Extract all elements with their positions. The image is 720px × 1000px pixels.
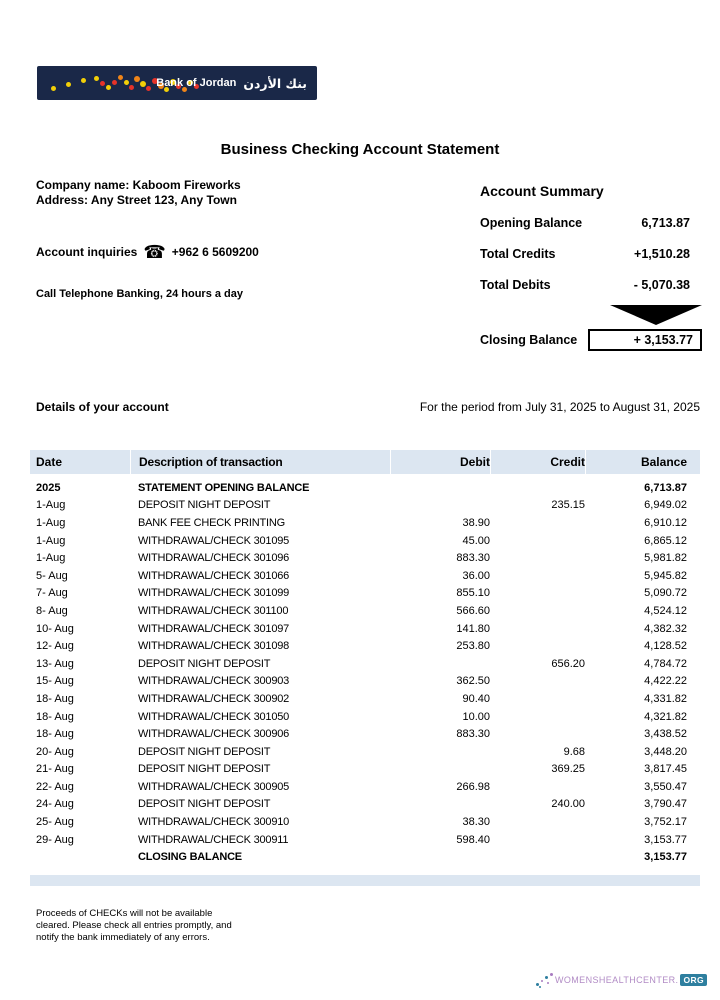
cell-date: 5- Aug — [36, 569, 68, 582]
opening-balance-value: 6,713.87 — [641, 216, 690, 230]
cell-balance: 6,865.12 — [644, 534, 687, 547]
cell-credit: 656.20 — [551, 657, 585, 670]
watermark-org-badge: ORG — [680, 974, 707, 986]
cell-debit: 883.30 — [456, 552, 490, 565]
cell-debit: 855.10 — [456, 587, 490, 600]
firework-dot — [100, 81, 105, 86]
firework-dot — [51, 86, 56, 91]
table-row — [30, 514, 700, 532]
cell-balance: 3,752.17 — [644, 816, 687, 829]
cell-credit: 369.25 — [551, 763, 585, 776]
cell-desc: WITHDRAWAL/CHECK 300903 — [138, 675, 290, 688]
site-watermark — [535, 971, 707, 988]
cell-date: 2025 — [36, 481, 61, 494]
account-summary-title: Account Summary — [480, 183, 604, 199]
total-debits-value: - 5,070.38 — [633, 278, 690, 292]
firework-dot — [140, 81, 146, 87]
table-footer-bar — [30, 875, 700, 886]
cell-desc: WITHDRAWAL/CHECK 301095 — [138, 534, 290, 547]
cell-balance: 4,524.12 — [644, 604, 687, 617]
cell-desc: WITHDRAWAL/CHECK 300910 — [138, 816, 290, 829]
bank-logo — [37, 66, 317, 100]
sparkle-dot — [550, 973, 553, 976]
firework-dot — [134, 76, 140, 82]
cell-date: 1-Aug — [36, 499, 66, 512]
cell-balance: 4,784.72 — [644, 657, 687, 670]
cell-date: 18- Aug — [36, 728, 74, 741]
cell-desc: DEPOSIT NIGHT DEPOSIT — [138, 798, 271, 811]
firework-dot — [66, 82, 71, 87]
table-row — [30, 708, 700, 726]
table-row — [30, 637, 700, 655]
firework-dot — [118, 75, 123, 80]
cell-desc: DEPOSIT NIGHT DEPOSIT — [138, 657, 271, 670]
phone-number: +962 6 5609200 — [171, 245, 259, 259]
footer-note-line: notify the bank immediately of any errors. — [36, 932, 210, 943]
table-row — [30, 831, 700, 849]
cell-debit: 38.90 — [462, 516, 490, 529]
cell-date: 20- Aug — [36, 745, 74, 758]
cell-debit: 10.00 — [462, 710, 490, 723]
cell-date: 24- Aug — [36, 798, 74, 811]
bank-name-arabic: بنك الأردن — [243, 75, 307, 91]
firework-dot — [112, 80, 117, 85]
statement-title: Business Checking Account Statement — [220, 141, 500, 158]
opening-balance-label: Opening Balance — [480, 216, 583, 230]
header-debit: Debit — [390, 450, 490, 474]
firework-dot — [146, 86, 151, 91]
cell-date: 29- Aug — [36, 833, 74, 846]
cell-desc: WITHDRAWAL/CHECK 300902 — [138, 692, 290, 705]
cell-date: 12- Aug — [36, 640, 74, 653]
opening-balance-row — [480, 216, 702, 231]
cell-desc: DEPOSIT NIGHT DEPOSIT — [138, 499, 271, 512]
watermark-text: WOMENSHEALTHCENTER. — [554, 974, 679, 985]
table-row — [30, 761, 700, 779]
details-heading: Details of your account — [36, 400, 169, 414]
cell-balance: 4,128.52 — [644, 640, 687, 653]
table-row — [30, 848, 700, 866]
total-credits-label: Total Credits — [480, 247, 556, 261]
cell-desc: DEPOSIT NIGHT DEPOSIT — [138, 745, 271, 758]
cell-credit: 235.15 — [551, 499, 585, 512]
footer-note-line: cleared. Please check all entries promptly, and — [36, 920, 232, 931]
cell-balance: 6,910.12 — [644, 516, 687, 529]
cell-desc: WITHDRAWAL/CHECK 301096 — [138, 552, 290, 565]
table-row — [30, 497, 700, 515]
cell-desc: WITHDRAWAL/CHECK 301098 — [138, 640, 290, 653]
cell-balance: 6,713.87 — [644, 481, 687, 494]
cell-desc: WITHDRAWAL/CHECK 300911 — [138, 833, 289, 846]
cell-date: 18- Aug — [36, 710, 74, 723]
cell-date: 1-Aug — [36, 534, 66, 547]
cell-credit: 9.68 — [563, 745, 585, 758]
cell-date: 21- Aug — [36, 763, 74, 776]
footer-note-line: Proceeds of CHECKs will not be available — [36, 908, 213, 919]
table-row — [30, 778, 700, 796]
header-balance: Balance — [585, 450, 700, 474]
cell-date: 1-Aug — [36, 516, 66, 529]
table-row — [30, 532, 700, 550]
table-header-row — [30, 450, 700, 474]
cell-balance: 3,790.47 — [644, 798, 687, 811]
table-row — [30, 479, 700, 497]
cell-date: 25- Aug — [36, 816, 74, 829]
cell-desc: WITHDRAWAL/CHECK 300906 — [138, 728, 290, 741]
cell-debit: 36.00 — [462, 569, 490, 582]
cell-debit: 90.40 — [462, 692, 490, 705]
cell-date: 15- Aug — [36, 675, 74, 688]
table-row — [30, 549, 700, 567]
cell-balance: 5,945.82 — [644, 569, 687, 582]
table-row — [30, 743, 700, 761]
cell-desc: DEPOSIT NIGHT DEPOSIT — [138, 763, 271, 776]
cell-date: 18- Aug — [36, 692, 74, 705]
firework-dot — [94, 76, 99, 81]
cell-debit: 566.60 — [456, 604, 490, 617]
cell-credit: 240.00 — [551, 798, 585, 811]
cell-balance: 3,153.77 — [644, 833, 687, 846]
cell-debit: 253.80 — [456, 640, 490, 653]
cell-date: 7- Aug — [36, 587, 68, 600]
total-debits-row — [480, 278, 702, 293]
cell-desc: WITHDRAWAL/CHECK 301097 — [138, 622, 290, 635]
table-row — [30, 673, 700, 691]
cell-date: 22- Aug — [36, 780, 74, 793]
table-row — [30, 725, 700, 743]
total-credits-row — [480, 247, 702, 262]
cell-balance: 4,422.22 — [644, 675, 687, 688]
cell-debit: 362.50 — [456, 675, 490, 688]
firework-dot — [106, 85, 111, 90]
cell-desc: BANK FEE CHECK PRINTING — [138, 516, 285, 529]
cell-balance: 4,331.82 — [644, 692, 687, 705]
firework-dot — [124, 80, 129, 85]
cell-balance: 3,448.20 — [644, 745, 687, 758]
cell-debit: 266.98 — [456, 780, 490, 793]
cell-debit: 141.80 — [456, 622, 490, 635]
cell-date: 10- Aug — [36, 622, 74, 635]
sparkle-dot — [539, 986, 541, 988]
cell-balance: 3,550.47 — [644, 780, 687, 793]
header-credit: Credit — [490, 450, 585, 474]
statement-period: For the period from July 31, 2025 to August 31, 2025 — [419, 400, 700, 414]
cell-balance: 3,438.52 — [644, 728, 687, 741]
cell-balance: 4,382.32 — [644, 622, 687, 635]
cell-date: 8- Aug — [36, 604, 68, 617]
table-row — [30, 620, 700, 638]
table-row — [30, 655, 700, 673]
bank-name-english: Bank of Jordan — [156, 77, 237, 89]
cell-balance: 3,817.45 — [644, 763, 687, 776]
cell-desc: WITHDRAWAL/CHECK 301100 — [138, 604, 289, 617]
transactions-table — [30, 450, 700, 866]
account-inquiries-label: Account inquiries — [36, 245, 138, 259]
table-row — [30, 813, 700, 831]
closing-balance-value: + 3,153.77 — [588, 329, 702, 351]
telephone-banking-line: Call Telephone Banking, 24 hours a day — [36, 288, 244, 300]
company-info — [36, 178, 241, 208]
header-description: Description of transaction — [130, 450, 390, 474]
closing-balance-row — [480, 329, 702, 351]
cell-balance: 3,153.77 — [644, 851, 687, 864]
cell-desc: STATEMENT OPENING BALANCE — [138, 481, 310, 494]
sparkle-dot — [545, 976, 548, 979]
table-row — [30, 690, 700, 708]
total-debits-label: Total Debits — [480, 278, 551, 292]
cell-balance: 5,090.72 — [644, 587, 687, 600]
cell-desc: CLOSING BALANCE — [138, 851, 242, 864]
cell-date: 1-Aug — [36, 552, 66, 565]
header-date: Date — [36, 455, 63, 469]
cell-debit: 38.30 — [462, 816, 490, 829]
cell-desc: WITHDRAWAL/CHECK 301050 — [138, 710, 290, 723]
transactions-body — [30, 474, 700, 866]
company-address-line: Address: Any Street 123, Any Town — [36, 193, 237, 207]
cell-debit: 45.00 — [462, 534, 490, 547]
table-row — [30, 585, 700, 603]
total-credits-value: +1,510.28 — [634, 247, 690, 261]
cell-balance: 4,321.82 — [644, 710, 687, 723]
account-inquiries-line — [36, 242, 259, 262]
cell-balance: 5,981.82 — [644, 552, 687, 565]
footer-note — [36, 908, 232, 944]
cell-desc: WITHDRAWAL/CHECK 301099 — [138, 587, 290, 600]
table-row — [30, 602, 700, 620]
closing-balance-label: Closing Balance — [480, 333, 578, 347]
company-name-line: Company name: Kaboom Fireworks — [36, 178, 241, 192]
firework-dot — [81, 78, 86, 83]
sparkle-dots-icon — [535, 971, 553, 988]
cell-debit: 883.30 — [456, 728, 490, 741]
phone-icon: ☎ — [143, 242, 166, 262]
cell-balance: 6,949.02 — [644, 499, 687, 512]
account-summary — [480, 183, 702, 351]
table-row — [30, 796, 700, 814]
cell-desc: WITHDRAWAL/CHECK 301066 — [138, 569, 290, 582]
sparkle-dot — [547, 982, 549, 984]
table-row — [30, 567, 700, 585]
sparkle-dot — [541, 980, 543, 982]
cell-date: 13- Aug — [36, 657, 74, 670]
cell-desc: WITHDRAWAL/CHECK 300905 — [138, 780, 290, 793]
arrow-down-icon — [610, 305, 702, 325]
firework-dot — [129, 85, 134, 90]
cell-debit: 598.40 — [456, 833, 490, 846]
